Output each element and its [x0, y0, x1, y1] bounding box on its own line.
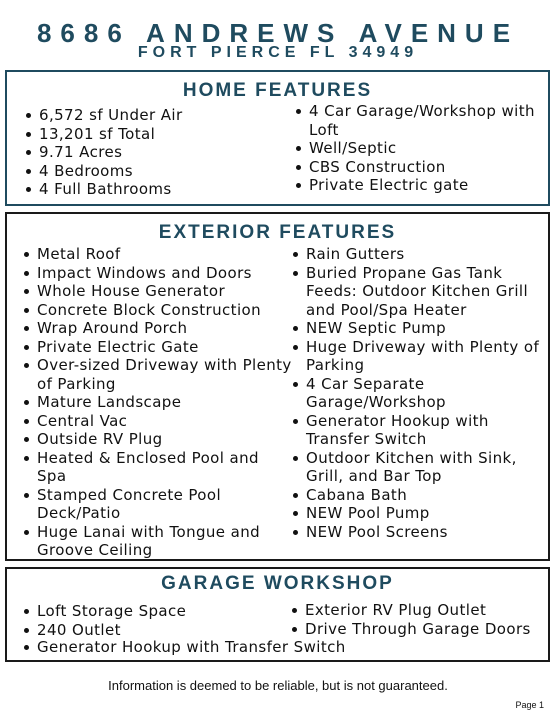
- garage-workshop-full-list: [23, 638, 533, 657]
- home-features-right-list: [295, 102, 545, 195]
- list-item: Exterior RV Plug Outlet: [291, 601, 545, 620]
- list-item: Huge Lanai with Tongue and Groove Ceiling: [23, 523, 293, 560]
- list-item: Outside RV Plug: [23, 430, 293, 449]
- page-number: Page 1: [515, 700, 544, 710]
- exterior-features-title: EXTERIOR FEATURES: [158, 222, 397, 243]
- list-item: 4 Bedrooms: [25, 162, 290, 181]
- list-item: CBS Construction: [295, 158, 545, 177]
- home-features-left-list: [25, 106, 290, 199]
- garage-workshop-title: GARAGE WORKSHOP: [161, 573, 394, 594]
- list-item: Mature Landscape: [23, 393, 293, 412]
- list-item: NEW Pool Screens: [292, 523, 544, 542]
- home-features-title: HOME FEATURES: [182, 80, 373, 101]
- list-item: Generator Hookup with Transfer Switch: [23, 638, 533, 657]
- list-item: Generator Hookup with Transfer Switch: [292, 412, 544, 449]
- list-item: Impact Windows and Doors: [23, 264, 293, 283]
- list-item: 240 Outlet: [23, 621, 293, 640]
- list-item: Cabana Bath: [292, 486, 544, 505]
- list-item: Drive Through Garage Doors: [291, 620, 545, 639]
- list-item: 4 Car Garage/Workshop with Loft: [295, 102, 545, 139]
- list-item: NEW Septic Pump: [292, 319, 544, 338]
- exterior-features-left-list: [23, 245, 293, 560]
- exterior-features-right-list: [292, 245, 544, 541]
- list-item: NEW Pool Pump: [292, 504, 544, 523]
- list-item: Whole House Generator: [23, 282, 293, 301]
- list-item: 13,201 sf Total: [25, 125, 290, 144]
- property-address: 8686 ANDREWS AVENUE: [36, 18, 520, 48]
- exterior-features-section: [5, 212, 550, 561]
- garage-workshop-left-list: [23, 602, 293, 639]
- garage-workshop-right-list: [291, 601, 545, 638]
- list-item: Private Electric gate: [295, 176, 545, 195]
- home-features-section: [5, 70, 550, 206]
- disclaimer-text: Information is deemed to be reliable, but is not guaranteed.: [108, 678, 448, 693]
- list-item: Metal Roof: [23, 245, 293, 264]
- list-item: Private Electric Gate: [23, 338, 293, 357]
- list-item: Loft Storage Space: [23, 602, 293, 621]
- list-item: Heated & Enclosed Pool and Spa: [23, 449, 293, 486]
- list-item: 9.71 Acres: [25, 143, 290, 162]
- garage-workshop-section: [5, 567, 550, 662]
- list-item: Well/Septic: [295, 139, 545, 158]
- list-item: 4 Car Separate Garage/Workshop: [292, 375, 544, 412]
- list-item: Concrete Block Construction: [23, 301, 293, 320]
- list-item: Stamped Concrete Pool Deck/Patio: [23, 486, 293, 523]
- list-item: Central Vac: [23, 412, 293, 431]
- list-item: Wrap Around Porch: [23, 319, 293, 338]
- list-item: Buried Propane Gas Tank Feeds: Outdoor Kitchen Grill and Pool/Spa Heater: [292, 264, 544, 320]
- list-item: Outdoor Kitchen with Sink, Grill, and Bar Top: [292, 449, 544, 486]
- list-item: Over-sized Driveway with Plenty of Parking: [23, 356, 293, 393]
- list-item: 6,572 sf Under Air: [25, 106, 290, 125]
- list-item: Rain Gutters: [292, 245, 544, 264]
- list-item: Huge Driveway with Plenty of Parking: [292, 338, 544, 375]
- property-city: FORT PIERCE FL 34949: [137, 44, 419, 61]
- list-item: 4 Full Bathrooms: [25, 180, 290, 199]
